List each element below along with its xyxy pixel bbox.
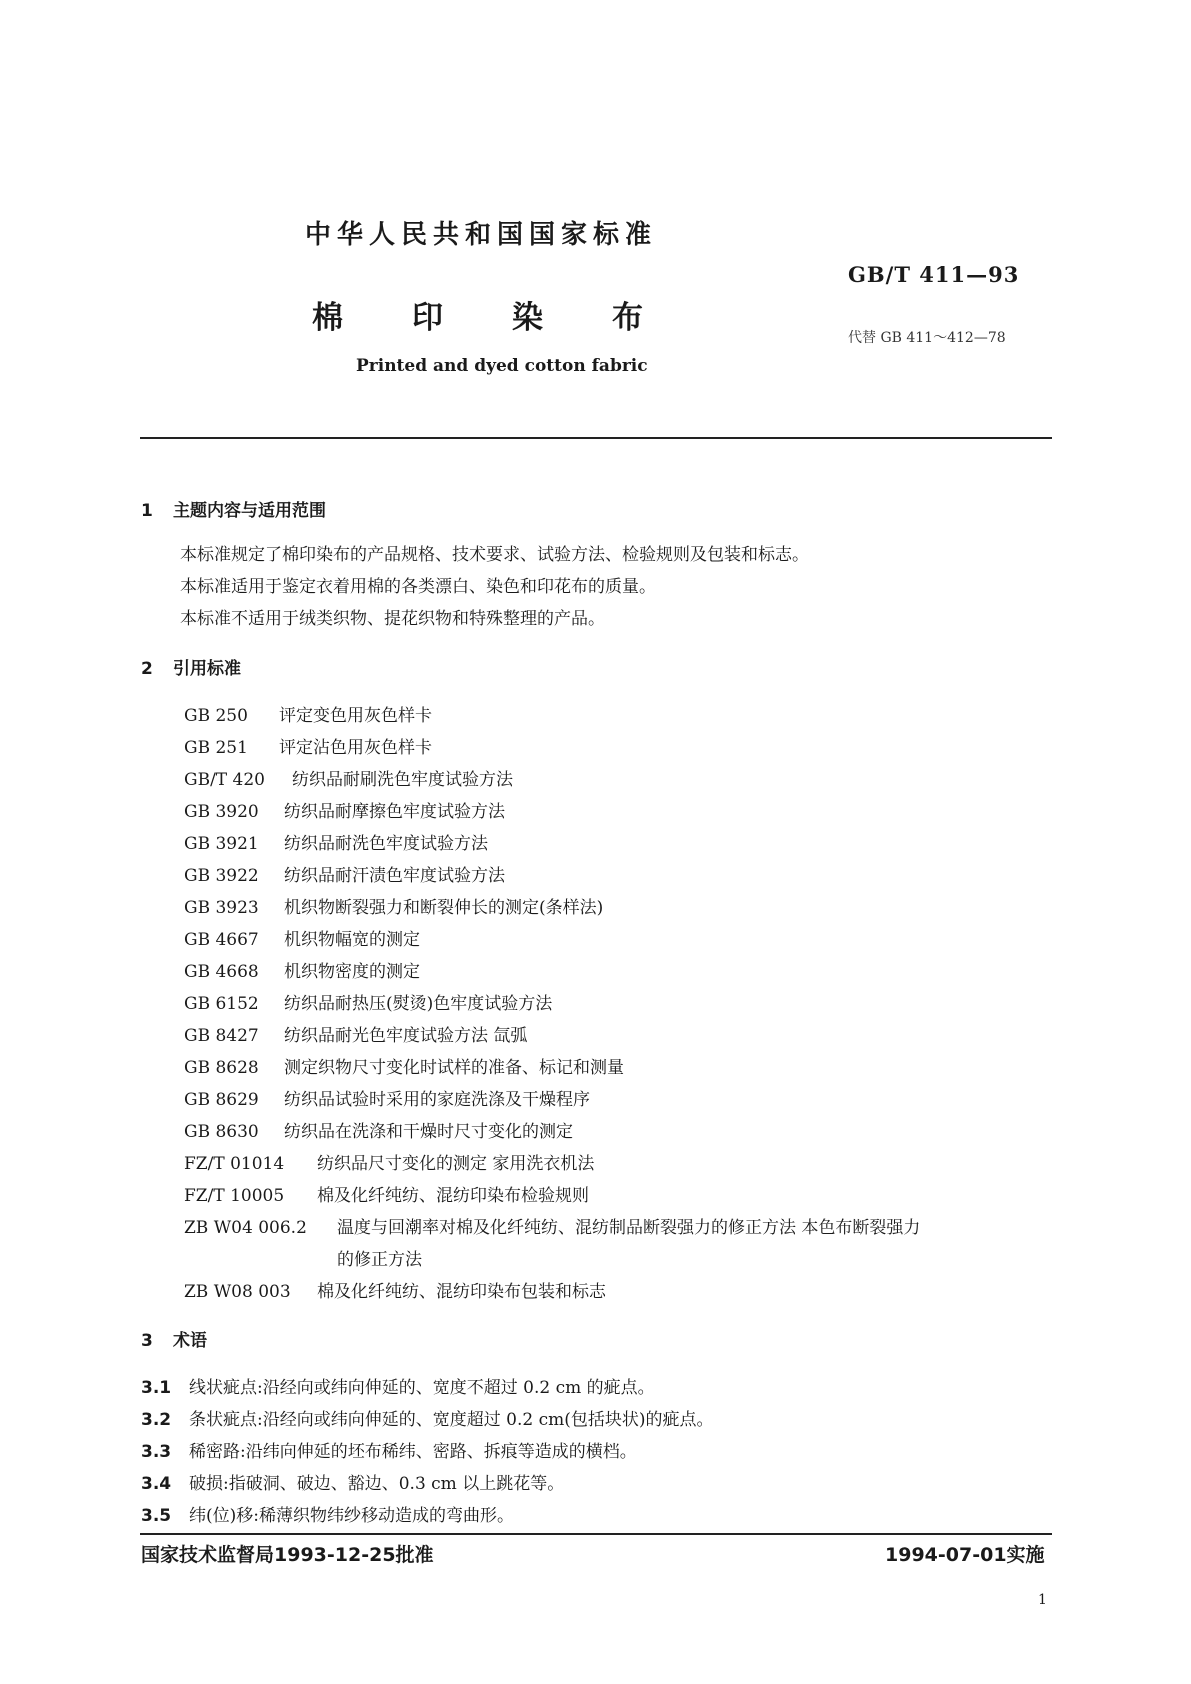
term-item bbox=[141, 1437, 637, 1462]
term-number: 3.1 bbox=[141, 1378, 172, 1398]
reference-item bbox=[184, 733, 432, 758]
term-number: 3.3 bbox=[141, 1442, 172, 1462]
ref-title: 纺织品耐光色牢度试验方法 氙弧 bbox=[284, 1026, 528, 1046]
reference-item bbox=[184, 925, 420, 950]
ref-title: 温度与回潮率对棉及化纤纯纺、混纺制品断裂强力的修正方法 本色布断裂强力 bbox=[337, 1218, 921, 1238]
term-item bbox=[141, 1501, 514, 1526]
ref-code: FZ/T 01014 bbox=[184, 1154, 285, 1174]
ref-code: GB 4668 bbox=[184, 962, 259, 982]
national-standard-heading: 中华人民共和国国家标准 bbox=[305, 220, 658, 250]
section-number: 2 bbox=[141, 659, 153, 679]
header-divider bbox=[140, 437, 1052, 439]
reference-item bbox=[184, 1117, 573, 1142]
paragraph: 本标准规定了棉印染布的产品规格、技术要求、试验方法、检验规则及包装和标志。 bbox=[180, 545, 809, 565]
document-title bbox=[312, 292, 652, 336]
title-char: 布 bbox=[612, 300, 643, 336]
reference-item bbox=[184, 1053, 624, 1078]
term-text: 破损:指破洞、破边、豁边、0.3 cm 以上跳花等。 bbox=[189, 1474, 565, 1494]
term-item bbox=[141, 1373, 655, 1398]
reference-item bbox=[184, 829, 488, 854]
ref-title: 纺织品试验时采用的家庭洗涤及干燥程序 bbox=[284, 1090, 590, 1110]
approval-note: 国家技术监督局1993-12-25批准 bbox=[141, 1544, 434, 1566]
reference-item bbox=[184, 957, 420, 982]
term-text: 纬(位)移:稀薄织物纬纱移动造成的弯曲形。 bbox=[189, 1506, 514, 1526]
ref-title: 测定织物尺寸变化时试样的准备、标记和测量 bbox=[284, 1058, 624, 1078]
reference-item bbox=[184, 797, 505, 822]
reference-item bbox=[184, 989, 552, 1014]
reference-item bbox=[184, 1213, 920, 1238]
ref-title: 棉及化纤纯纺、混纺印染布包装和标志 bbox=[317, 1282, 606, 1302]
ref-code: GB 8427 bbox=[184, 1026, 259, 1046]
standard-code: GB/T 411—93 bbox=[848, 262, 1020, 287]
reference-item bbox=[184, 701, 432, 726]
ref-title: 纺织品耐刷洗色牢度试验方法 bbox=[292, 770, 513, 790]
implementation-date: 1994-07-01实施 bbox=[885, 1544, 1045, 1566]
ref-title: 机织物幅宽的测定 bbox=[284, 930, 420, 950]
term-item bbox=[141, 1469, 564, 1494]
ref-code: GB 250 bbox=[184, 706, 248, 726]
ref-code: GB 8629 bbox=[184, 1090, 259, 1110]
reference-item bbox=[184, 1021, 527, 1046]
ref-title: 棉及化纤纯纺、混纺印染布检验规则 bbox=[317, 1186, 589, 1206]
footer-divider bbox=[140, 1533, 1052, 1535]
ref-code: GB 3921 bbox=[184, 834, 259, 854]
ref-title: 评定沾色用灰色样卡 bbox=[279, 738, 432, 758]
section-number: 3 bbox=[141, 1331, 153, 1351]
section-title: 术语 bbox=[173, 1331, 207, 1351]
section-number: 1 bbox=[141, 501, 153, 521]
ref-title: 纺织品在洗涤和干燥时尺寸变化的测定 bbox=[284, 1122, 573, 1142]
ref-title: 纺织品耐汗渍色牢度试验方法 bbox=[284, 866, 505, 886]
term-number: 3.2 bbox=[141, 1410, 172, 1430]
section-heading bbox=[141, 496, 326, 521]
ref-code: ZB W04 006.2 bbox=[184, 1218, 307, 1238]
ref-title: 评定变色用灰色样卡 bbox=[279, 706, 432, 726]
term-text: 稀密路:沿纬向伸延的坯布稀纬、密路、拆痕等造成的横档。 bbox=[189, 1442, 637, 1462]
ref-code: GB 3922 bbox=[184, 866, 259, 886]
term-item bbox=[141, 1405, 713, 1430]
ref-title-continuation: 的修正方法 bbox=[337, 1250, 422, 1270]
ref-title: 机织物断裂强力和断裂伸长的测定(条样法) bbox=[284, 898, 604, 918]
reference-item bbox=[184, 1181, 589, 1206]
english-title: Printed and dyed cotton fabric bbox=[356, 356, 648, 376]
ref-code: GB 3923 bbox=[184, 898, 259, 918]
section-heading bbox=[141, 1326, 207, 1351]
ref-code: GB/T 420 bbox=[184, 770, 265, 790]
reference-item bbox=[184, 1149, 594, 1174]
ref-title: 机织物密度的测定 bbox=[284, 962, 420, 982]
ref-code: GB 8630 bbox=[184, 1122, 259, 1142]
term-number: 3.5 bbox=[141, 1506, 172, 1526]
ref-title: 纺织品耐洗色牢度试验方法 bbox=[284, 834, 488, 854]
title-char: 染 bbox=[512, 300, 543, 336]
ref-title: 纺织品耐摩擦色牢度试验方法 bbox=[284, 802, 505, 822]
section-title: 主题内容与适用范围 bbox=[173, 501, 326, 521]
ref-title: 纺织品尺寸变化的测定 家用洗衣机法 bbox=[317, 1154, 595, 1174]
reference-item bbox=[184, 765, 513, 790]
title-char: 棉 bbox=[312, 300, 343, 336]
replaces-note: 代替 GB 411～412—78 bbox=[848, 330, 1006, 346]
ref-code: ZB W08 003 bbox=[184, 1282, 291, 1302]
ref-code: GB 4667 bbox=[184, 930, 259, 950]
section-heading bbox=[141, 654, 241, 679]
paragraph: 本标准不适用于绒类织物、提花织物和特殊整理的产品。 bbox=[180, 609, 605, 629]
paragraph: 本标准适用于鉴定衣着用棉的各类漂白、染色和印花布的质量。 bbox=[180, 577, 656, 597]
page-number: 1 bbox=[1038, 1592, 1047, 1608]
ref-code: GB 6152 bbox=[184, 994, 259, 1014]
ref-code: GB 251 bbox=[184, 738, 248, 758]
ref-code: GB 3920 bbox=[184, 802, 259, 822]
title-char: 印 bbox=[412, 300, 443, 336]
ref-code: GB 8628 bbox=[184, 1058, 259, 1078]
term-text: 线状疵点:沿经向或纬向伸延的、宽度不超过 0.2 cm 的疵点。 bbox=[189, 1378, 655, 1398]
reference-item bbox=[184, 1085, 590, 1110]
section-title: 引用标准 bbox=[173, 659, 241, 679]
ref-title: 纺织品耐热压(熨烫)色牢度试验方法 bbox=[284, 994, 553, 1014]
term-number: 3.4 bbox=[141, 1474, 172, 1494]
reference-item bbox=[184, 861, 505, 886]
reference-item bbox=[184, 1277, 606, 1302]
ref-code: FZ/T 10005 bbox=[184, 1186, 285, 1206]
reference-item bbox=[184, 893, 603, 918]
term-text: 条状疵点:沿经向或纬向伸延的、宽度超过 0.2 cm(包括块状)的疵点。 bbox=[189, 1410, 714, 1430]
